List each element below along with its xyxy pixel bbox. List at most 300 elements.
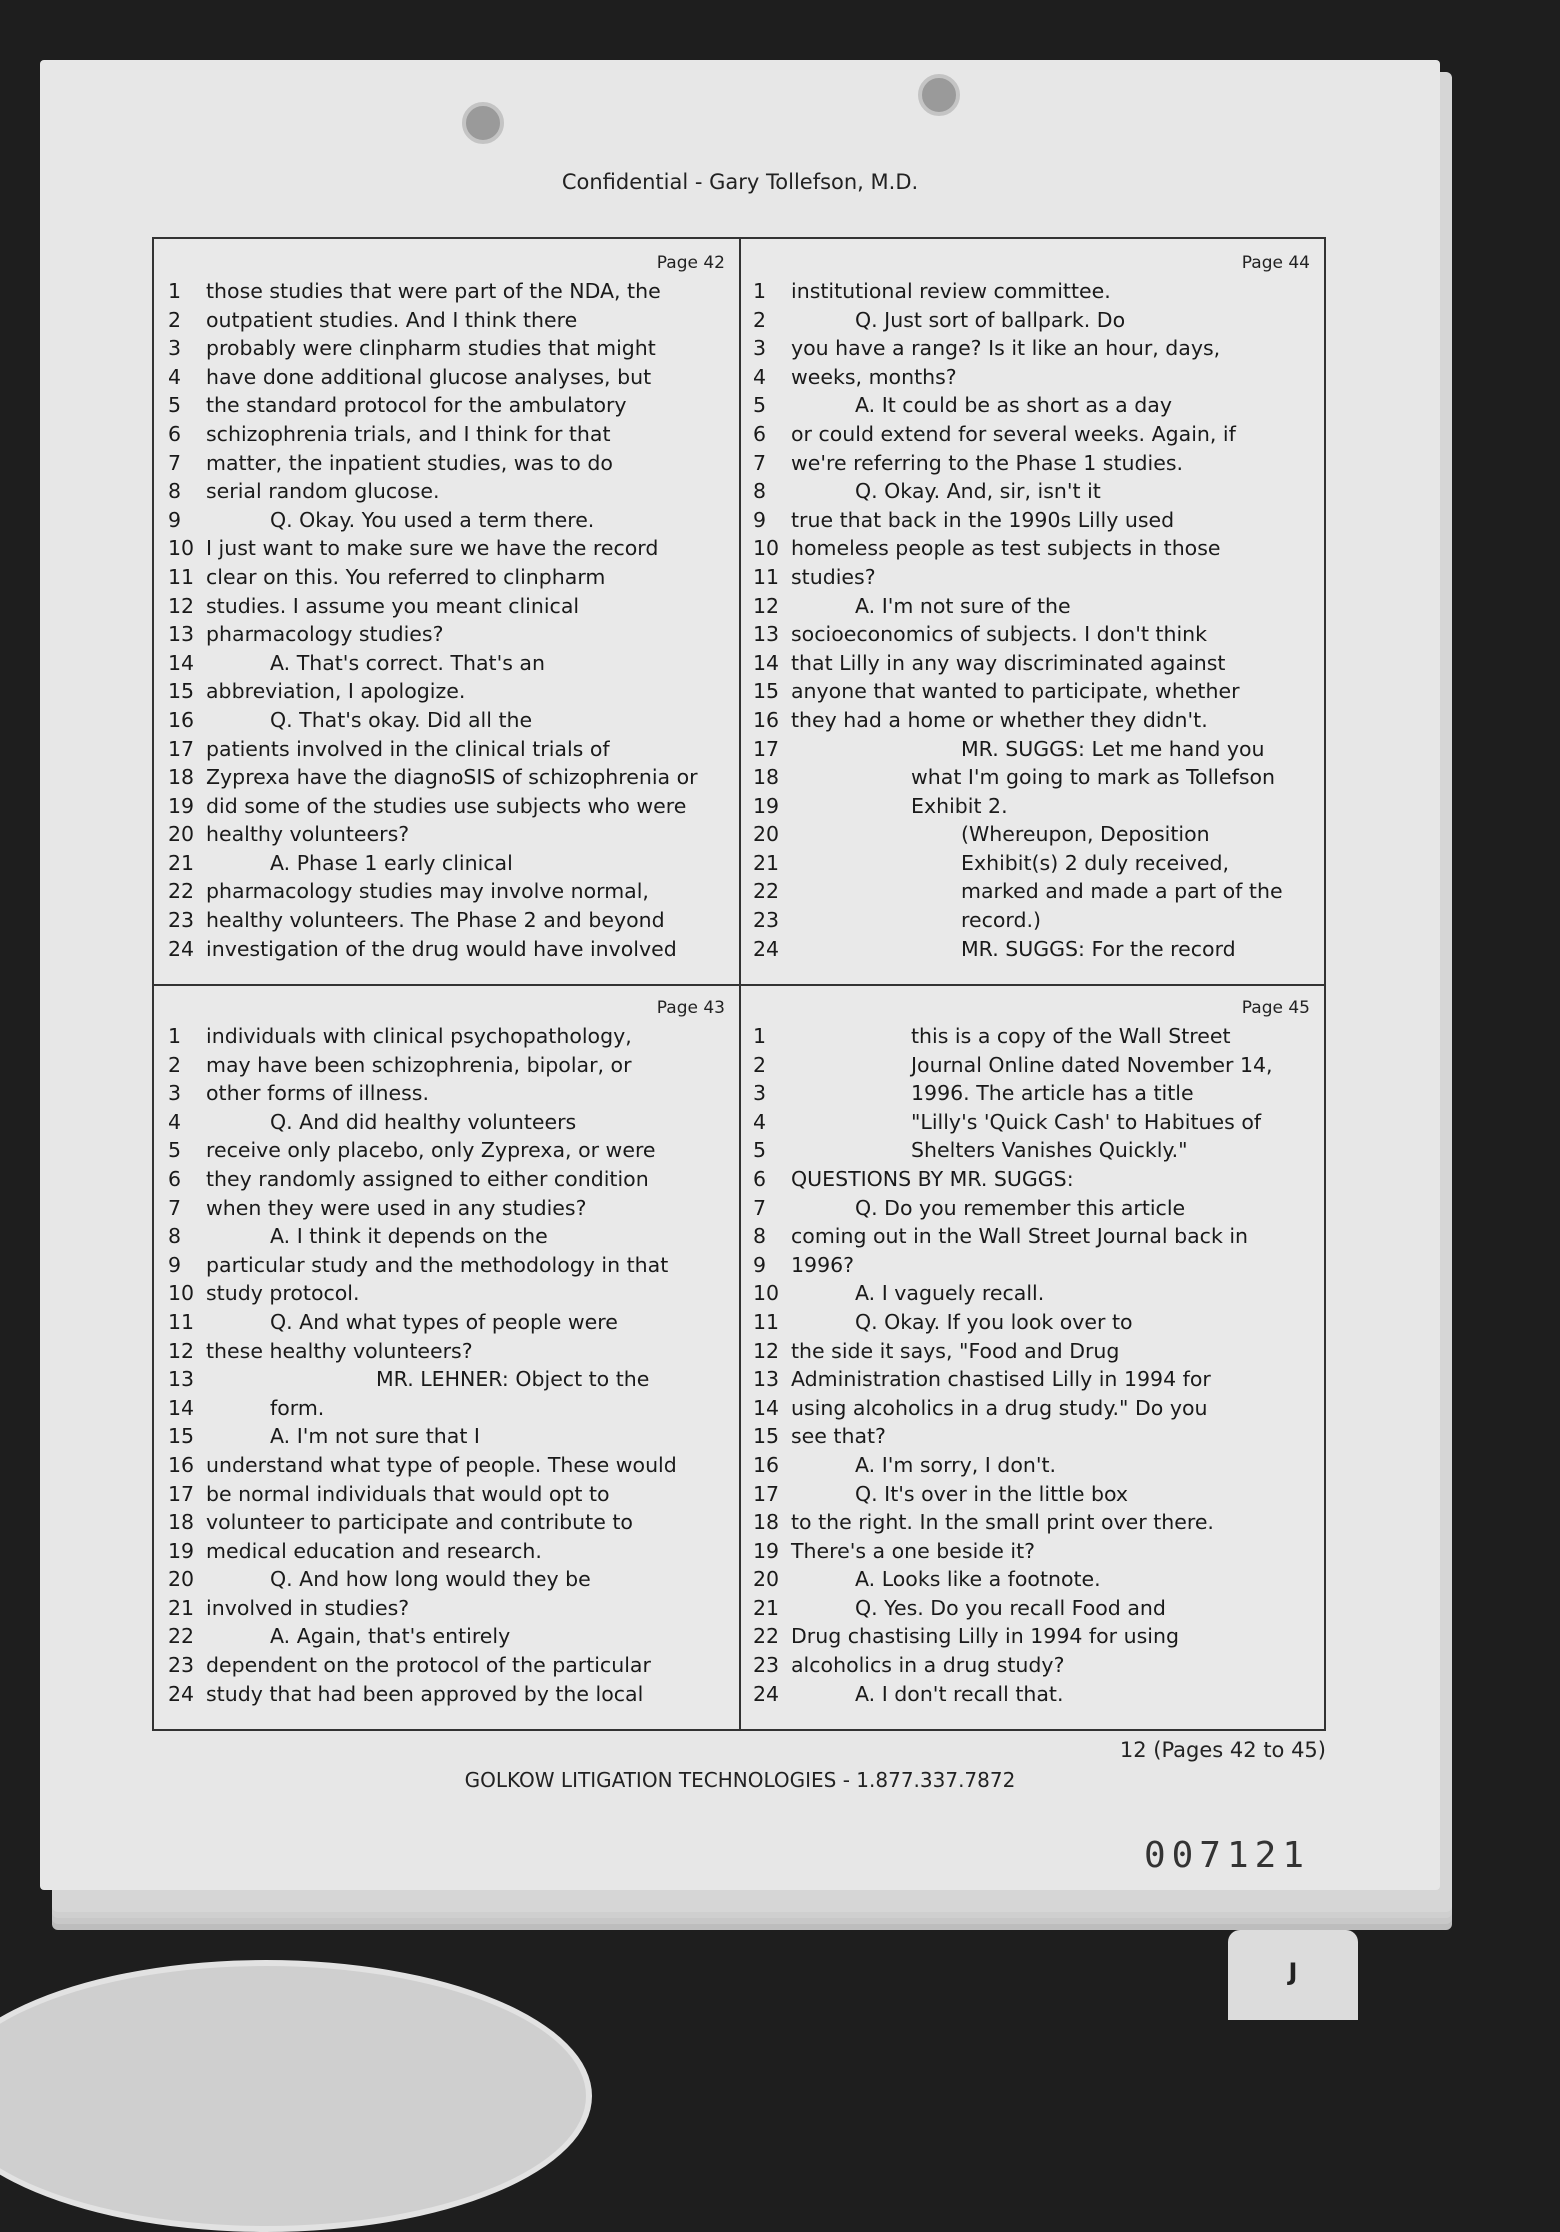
transcript-line [753, 1079, 1310, 1108]
line-number: 18 [753, 765, 780, 790]
line-text: A. Phase 1 early clinical [270, 850, 513, 875]
line-number: 12 [168, 1338, 195, 1363]
transcript-line [168, 1251, 725, 1280]
transcript-line [753, 1508, 1310, 1537]
bates-number: 007121 [1143, 1835, 1310, 1876]
line-number: 20 [753, 1567, 780, 1592]
line-number: 22 [168, 1624, 195, 1649]
line-number: 19 [168, 793, 195, 818]
transcript-line [753, 1308, 1310, 1337]
transcript-line [168, 820, 725, 849]
line-text: patients involved in the clinical trials of [206, 736, 610, 761]
page-header: Confidential - Gary Tollefson, M.D. [561, 170, 919, 194]
transcript-line [168, 306, 725, 335]
transcript-line [168, 1222, 725, 1251]
line-number: 7 [168, 1195, 182, 1220]
line-number: 15 [168, 679, 195, 704]
line-text: or could extend for several weeks. Again, if [791, 421, 1236, 446]
line-text: marked and made a part of the [961, 879, 1283, 904]
transcript-line [168, 1194, 725, 1223]
line-number: 23 [168, 908, 195, 933]
pages-range: 12 (Pages 42 to 45) [1119, 1738, 1326, 1762]
transcript-line [168, 877, 725, 906]
company-line: GOLKOW LITIGATION TECHNOLOGIES - 1.877.337.7872 [464, 1768, 1016, 1792]
line-number: 5 [753, 393, 767, 418]
transcript-lines [168, 1022, 725, 1708]
line-number: 8 [168, 1224, 182, 1249]
transcript-line [753, 877, 1310, 906]
transcript-line [168, 506, 725, 535]
line-text: A. I vaguely recall. [855, 1281, 1045, 1306]
transcript-line [168, 592, 725, 621]
transcript-line [753, 420, 1310, 449]
transcript-line [753, 792, 1310, 821]
line-number: 12 [168, 593, 195, 618]
transcript-line [753, 1365, 1310, 1394]
line-text: did some of the studies use subjects who were [206, 793, 687, 818]
line-text: Q. Just sort of ballpark. Do [855, 307, 1126, 332]
transcript-line [753, 649, 1310, 678]
index-tab [1228, 1930, 1358, 2020]
line-number: 12 [753, 593, 780, 618]
transcript-line [753, 1108, 1310, 1137]
transcript-line [168, 1565, 725, 1594]
line-number: 17 [753, 736, 780, 761]
transcript-line [753, 1136, 1310, 1165]
transcript-line [753, 1622, 1310, 1651]
line-text: alcoholics in a drug study? [791, 1653, 1065, 1678]
line-number: 9 [168, 507, 182, 532]
line-text: involved in studies? [206, 1595, 410, 1620]
transcript-line [753, 849, 1310, 878]
page-number-label: Page 45 [1241, 998, 1310, 1018]
line-text: investigation of the drug would have involved [206, 936, 677, 961]
line-number: 14 [168, 1395, 195, 1420]
line-text: weeks, months? [791, 364, 957, 389]
transcript-line [168, 1422, 725, 1451]
transcript-line [753, 1022, 1310, 1051]
line-number: 7 [168, 450, 182, 475]
line-number: 3 [168, 336, 182, 361]
transcript-line [168, 534, 725, 563]
line-text: "Lilly's 'Quick Cash' to Habitues of [911, 1109, 1262, 1134]
transcript-line [753, 534, 1310, 563]
line-text: dependent on the protocol of the particular [206, 1653, 651, 1678]
line-text: (Whereupon, Deposition [961, 822, 1210, 847]
transcript-line [168, 935, 725, 964]
line-number: 22 [753, 1624, 780, 1649]
transcript-line [168, 1537, 725, 1566]
quadrant-page-42 [154, 239, 739, 984]
transcript-line [168, 792, 725, 821]
tab-letter: J [1288, 1958, 1298, 1986]
transcript-line [168, 1480, 725, 1509]
line-text: studies? [791, 564, 876, 589]
transcript-line [753, 620, 1310, 649]
line-number: 2 [753, 1052, 767, 1077]
transcript-line [168, 420, 725, 449]
line-text: 1996. The article has a title [911, 1081, 1194, 1106]
line-number: 13 [753, 622, 780, 647]
transcript-line [168, 391, 725, 420]
line-text: matter, the inpatient studies, was to do [206, 450, 613, 475]
transcript-line [168, 677, 725, 706]
line-text: Q. And how long would they be [270, 1567, 591, 1592]
line-text: you have a range? Is it like an hour, days, [791, 336, 1221, 361]
line-number: 4 [168, 364, 182, 389]
line-number: 8 [753, 479, 767, 504]
transcript-line [168, 1051, 725, 1080]
transcript-line [753, 449, 1310, 478]
line-number: 6 [168, 1166, 182, 1191]
transcript-line [753, 363, 1310, 392]
line-text: they randomly assigned to either condition [206, 1166, 649, 1191]
line-text: Q. Okay. And, sir, isn't it [855, 479, 1101, 504]
line-text: Journal Online dated November 14, [911, 1052, 1273, 1077]
transcript-line [753, 1537, 1310, 1566]
line-text: clear on this. You referred to clinpharm [206, 564, 606, 589]
line-text: QUESTIONS BY MR. SUGGS: [791, 1166, 1074, 1191]
line-text: the standard protocol for the ambulatory [206, 393, 627, 418]
transcript-line [168, 477, 725, 506]
line-number: 10 [753, 1281, 780, 1306]
transcript-line [753, 391, 1310, 420]
line-number: 6 [168, 421, 182, 446]
line-number: 11 [168, 564, 195, 589]
line-text: Drug chastising Lilly in 1994 for using [791, 1624, 1179, 1649]
line-number: 16 [753, 707, 780, 732]
transcript-line [753, 1279, 1310, 1308]
line-text: healthy volunteers? [206, 822, 410, 847]
line-number: 5 [753, 1138, 767, 1163]
transcript-line [753, 706, 1310, 735]
transcript-line [753, 935, 1310, 964]
line-text: what I'm going to mark as Tollefson [911, 765, 1276, 790]
line-text: understand what type of people. These would [206, 1452, 677, 1477]
line-number: 11 [753, 564, 780, 589]
line-number: 2 [168, 307, 182, 332]
line-text: true that back in the 1990s Lilly used [791, 507, 1175, 532]
line-text: record.) [961, 908, 1041, 933]
line-number: 15 [753, 679, 780, 704]
transcript-lines [753, 1022, 1310, 1708]
line-text: MR. LEHNER: Object to the [376, 1367, 650, 1392]
line-text: to the right. In the small print over there. [791, 1510, 1214, 1535]
transcript-line [168, 334, 725, 363]
line-number: 19 [168, 1538, 195, 1563]
line-number: 18 [753, 1510, 780, 1535]
line-number: 14 [168, 650, 195, 675]
transcript-line [168, 1651, 725, 1680]
transcript-line [168, 1337, 725, 1366]
line-text: pharmacology studies may involve normal, [206, 879, 649, 904]
line-text: other forms of illness. [206, 1081, 429, 1106]
line-number: 12 [753, 1338, 780, 1363]
punch-hole-left [462, 102, 504, 144]
line-text: abbreviation, I apologize. [206, 679, 466, 704]
transcript-line [168, 1594, 725, 1623]
line-text: MR. SUGGS: Let me hand you [961, 736, 1265, 761]
line-text: form. [270, 1395, 325, 1420]
transcript-line [753, 1651, 1310, 1680]
transcript-line [753, 1422, 1310, 1451]
line-text: A. Again, that's entirely [270, 1624, 511, 1649]
line-text: Exhibit(s) 2 duly received, [961, 850, 1230, 875]
line-text: A. I'm not sure of the [855, 593, 1071, 618]
line-number: 4 [168, 1109, 182, 1134]
line-number: 2 [168, 1052, 182, 1077]
line-number: 17 [168, 1481, 195, 1506]
line-text: probably were clinpharm studies that might [206, 336, 656, 361]
transcript-line [753, 735, 1310, 764]
line-number: 24 [753, 936, 780, 961]
line-text: medical education and research. [206, 1538, 542, 1563]
line-number: 16 [168, 1452, 195, 1477]
transcript-lines [168, 277, 725, 963]
transcript-line [753, 1194, 1310, 1223]
line-text: A. I'm not sure that I [270, 1424, 480, 1449]
line-number: 14 [753, 1395, 780, 1420]
transcript-line [168, 1279, 725, 1308]
transcript-line [753, 506, 1310, 535]
line-text: Q. That's okay. Did all the [270, 707, 533, 732]
line-number: 11 [753, 1309, 780, 1334]
line-number: 24 [168, 1681, 195, 1706]
line-number: 15 [168, 1424, 195, 1449]
line-number: 21 [753, 850, 780, 875]
transcript-line [753, 820, 1310, 849]
transcript-line [753, 592, 1310, 621]
line-text: Q. Do you remember this article [855, 1195, 1186, 1220]
line-number: 1 [168, 279, 182, 303]
line-number: 5 [168, 393, 182, 418]
transcript-line [753, 1451, 1310, 1480]
line-number: 10 [168, 536, 195, 561]
transcript-lines [753, 277, 1310, 963]
line-text: institutional review committee. [791, 279, 1111, 303]
transcript-line [168, 1136, 725, 1165]
line-text: volunteer to participate and contribute to [206, 1510, 633, 1535]
line-number: 7 [753, 450, 767, 475]
line-text: Q. Yes. Do you recall Food and [855, 1595, 1166, 1620]
transcript-line [168, 735, 725, 764]
transcript-line [168, 1308, 725, 1337]
page-number-label: Page 44 [1241, 253, 1310, 273]
line-text: Q. And what types of people were [270, 1309, 618, 1334]
line-number: 1 [753, 279, 767, 303]
line-text: homeless people as test subjects in those [791, 536, 1221, 561]
line-number: 17 [753, 1481, 780, 1506]
line-text: may have been schizophrenia, bipolar, or [206, 1052, 632, 1077]
line-number: 16 [168, 707, 195, 732]
line-text: have done additional glucose analyses, but [206, 364, 652, 389]
line-text: MR. SUGGS: For the record [961, 936, 1236, 961]
line-text: this is a copy of the Wall Street [911, 1024, 1231, 1048]
line-number: 22 [168, 879, 195, 904]
line-text: A. I don't recall that. [855, 1681, 1064, 1706]
page-number-label: Page 43 [656, 998, 725, 1018]
line-number: 20 [168, 822, 195, 847]
line-text: the side it says, "Food and Drug [791, 1338, 1120, 1363]
line-number: 1 [168, 1024, 182, 1048]
page-footer [40, 1738, 1440, 1792]
line-text: 1996? [791, 1252, 855, 1277]
line-text: anyone that wanted to participate, whether [791, 679, 1240, 704]
transcript-line [168, 277, 725, 306]
transcript-line [168, 620, 725, 649]
transcript-line [168, 706, 725, 735]
transcript-line [168, 849, 725, 878]
line-number: 20 [168, 1567, 195, 1592]
plate-edge [0, 1960, 592, 2232]
line-number: 21 [168, 850, 195, 875]
transcript-line [753, 1480, 1310, 1509]
line-text: studies. I assume you meant clinical [206, 593, 580, 618]
quadrant-page-43 [154, 984, 739, 1729]
line-number: 10 [753, 536, 780, 561]
line-number: 13 [753, 1367, 780, 1392]
line-number: 21 [753, 1595, 780, 1620]
line-number: 3 [753, 1081, 767, 1106]
line-number: 14 [753, 650, 780, 675]
line-number: 9 [753, 1252, 767, 1277]
transcript-line [753, 277, 1310, 306]
line-text: Shelters Vanishes Quickly." [911, 1138, 1188, 1163]
line-number: 24 [753, 1681, 780, 1706]
line-text: see that? [791, 1424, 886, 1449]
transcript-line [168, 1165, 725, 1194]
line-text: Exhibit 2. [911, 793, 1008, 818]
line-text: A. That's correct. That's an [270, 650, 545, 675]
line-text: we're referring to the Phase 1 studies. [791, 450, 1184, 475]
line-number: 2 [753, 307, 767, 332]
transcript-line [168, 1365, 725, 1394]
transcript-line [753, 1051, 1310, 1080]
line-number: 20 [753, 822, 780, 847]
transcript-line [753, 1165, 1310, 1194]
line-number: 7 [753, 1195, 767, 1220]
line-text: socioeconomics of subjects. I don't think [791, 622, 1208, 647]
transcript-line [168, 1451, 725, 1480]
line-text: Administration chastised Lilly in 1994 for [791, 1367, 1211, 1392]
transcript-line [168, 906, 725, 935]
line-text: when they were used in any studies? [206, 1195, 587, 1220]
line-number: 13 [168, 1367, 195, 1392]
line-text: particular study and the methodology in that [206, 1252, 669, 1277]
line-number: 18 [168, 1510, 195, 1535]
transcript-line [168, 1108, 725, 1137]
line-number: 22 [753, 879, 780, 904]
line-number: 19 [753, 1538, 780, 1563]
line-text: Q. Okay. You used a term there. [270, 507, 595, 532]
transcript-line [753, 1594, 1310, 1623]
punch-hole-right [918, 74, 960, 116]
transcript-line [753, 477, 1310, 506]
line-number: 23 [753, 1653, 780, 1678]
transcript-line [753, 1222, 1310, 1251]
quadrant-page-44 [739, 239, 1324, 984]
transcript-line [168, 1680, 725, 1709]
transcript-line [168, 1079, 725, 1108]
line-number: 18 [168, 765, 195, 790]
line-number: 16 [753, 1452, 780, 1477]
transcript-line [168, 449, 725, 478]
line-number: 4 [753, 364, 767, 389]
line-text: I just want to make sure we have the record [206, 536, 659, 561]
line-number: 3 [753, 336, 767, 361]
line-text: coming out in the Wall Street Journal back in [791, 1224, 1249, 1249]
line-text: Q. It's over in the little box [855, 1481, 1129, 1506]
line-number: 9 [753, 507, 767, 532]
line-text: individuals with clinical psychopathology, [206, 1024, 632, 1048]
transcript-line [753, 1337, 1310, 1366]
line-text: A. I'm sorry, I don't. [855, 1452, 1057, 1477]
line-text: they had a home or whether they didn't. [791, 707, 1208, 732]
line-number: 13 [168, 622, 195, 647]
line-number: 1 [753, 1024, 767, 1048]
line-text: be normal individuals that would opt to [206, 1481, 610, 1506]
line-text: A. It could be as short as a day [855, 393, 1172, 418]
transcript-line [168, 363, 725, 392]
line-number: 15 [753, 1424, 780, 1449]
line-number: 23 [753, 908, 780, 933]
transcript-line [168, 649, 725, 678]
line-text: these healthy volunteers? [206, 1338, 473, 1363]
transcript-line [753, 1251, 1310, 1280]
line-text: A. I think it depends on the [270, 1224, 548, 1249]
line-text: schizophrenia trials, and I think for that [206, 421, 611, 446]
line-number: 8 [168, 479, 182, 504]
line-number: 17 [168, 736, 195, 761]
line-text: those studies that were part of the NDA, the [206, 279, 661, 303]
line-text: study protocol. [206, 1281, 360, 1306]
transcript-line [168, 1508, 725, 1537]
transcript-line [753, 763, 1310, 792]
transcript-line [753, 906, 1310, 935]
line-text: receive only placebo, only Zyprexa, or were [206, 1138, 656, 1163]
transcript-grid [152, 237, 1326, 1731]
line-text: serial random glucose. [206, 479, 440, 504]
line-text: outpatient studies. And I think there [206, 307, 578, 332]
transcript-line [753, 1565, 1310, 1594]
page-number-label: Page 42 [656, 253, 725, 273]
line-text: using alcoholics in a drug study." Do you [791, 1395, 1208, 1420]
line-text: pharmacology studies? [206, 622, 444, 647]
transcript-line [168, 1622, 725, 1651]
transcript-line [753, 1394, 1310, 1423]
line-number: 6 [753, 1166, 767, 1191]
transcript-line [753, 563, 1310, 592]
line-text: Zyprexa have the diagnoSIS of schizophrenia or [206, 765, 698, 790]
line-text: A. Looks like a footnote. [855, 1567, 1101, 1592]
line-number: 10 [168, 1281, 195, 1306]
line-text: Q. And did healthy volunteers [270, 1109, 577, 1134]
line-number: 11 [168, 1309, 195, 1334]
quadrant-page-45 [739, 984, 1324, 1729]
line-number: 3 [168, 1081, 182, 1106]
line-number: 6 [753, 421, 767, 446]
transcript-line [168, 563, 725, 592]
transcript-line [753, 1680, 1310, 1709]
line-text: Q. Okay. If you look over to [855, 1309, 1133, 1334]
line-text: study that had been approved by the local [206, 1681, 644, 1706]
line-number: 4 [753, 1109, 767, 1134]
transcript-line [168, 763, 725, 792]
line-text: healthy volunteers. The Phase 2 and beyond [206, 908, 665, 933]
transcript-line [168, 1394, 725, 1423]
line-text: There's a one beside it? [791, 1538, 1036, 1563]
line-number: 9 [168, 1252, 182, 1277]
